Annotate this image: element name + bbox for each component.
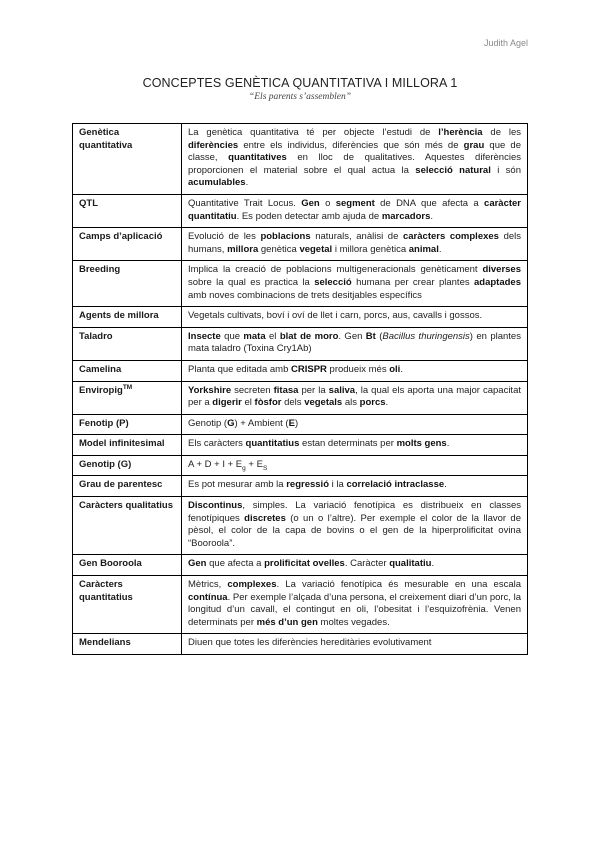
definition-text: , simples. La variació fenotípica es distribueix en classes fenotípiques <box>188 500 521 524</box>
emphasis-text: G <box>227 417 235 429</box>
emphasis-text: qualitatiu <box>389 558 432 570</box>
emphasis-text: l’herència <box>438 127 483 138</box>
definition-text: A + D + I + E <box>188 458 243 470</box>
glossary-definition <box>182 576 528 634</box>
glossary-definition <box>182 497 528 555</box>
term-label: Agents de millora <box>79 310 159 322</box>
definition-text: naturals, anàlisi de <box>310 231 403 243</box>
subscript-text: g <box>242 464 246 472</box>
emphasis-text: vegetals <box>304 397 343 409</box>
definition-text: . Caràcter <box>344 558 390 570</box>
glossary-term <box>73 576 182 634</box>
definition-text: ( <box>375 330 383 342</box>
glossary-row <box>73 381 528 414</box>
term-label: Breeding <box>79 264 121 276</box>
glossary-definition <box>182 455 528 476</box>
definition-text: sobre la qual es practica la <box>188 276 315 288</box>
definition-text: ) en plantes mata taladro (Toxina Cry1Ab) <box>188 330 521 355</box>
emphasis-text: adaptades <box>474 276 521 288</box>
emphasis-text: marcadors <box>381 210 431 222</box>
definition-text: el <box>265 330 280 342</box>
definition-text: . La variació fenotípica és mesurable en una escala <box>276 579 521 591</box>
page-subtitle: “Els parents s’assemblen” <box>248 92 352 102</box>
glossary-definition <box>182 360 528 381</box>
emphasis-text: quantitatius <box>245 438 300 450</box>
definition-text: o <box>319 197 336 209</box>
term-label: Enviropig <box>79 384 123 396</box>
glossary-row <box>73 435 528 456</box>
term-label: Grau de parentesc <box>79 479 163 491</box>
emphasis-text: contínua <box>188 591 228 603</box>
definition-text: . <box>444 479 447 491</box>
emphasis-text: animal <box>408 243 439 255</box>
definition-text: de les <box>482 127 521 138</box>
glossary-row <box>73 194 528 227</box>
glossary-row <box>73 555 528 576</box>
definition-text: Es pot mesurar amb la <box>188 479 287 491</box>
definition-text: humana per crear plantes <box>351 276 474 288</box>
definition-text: que afecta a <box>206 558 265 570</box>
glossary-term <box>73 634 182 655</box>
definition-text: en lloc de qualitatives. Aquestes diferències proporcionen el material sobre el qual actua la <box>188 152 521 176</box>
glossary-term <box>73 476 182 497</box>
glossary-row <box>73 124 528 195</box>
glossary-term <box>73 124 182 195</box>
term-label: Camps d’aplicació <box>79 231 163 243</box>
emphasis-text: porcs <box>359 397 386 409</box>
definition-text: amb noves combinacions de trets desitjables específics <box>188 289 422 301</box>
glossary-term <box>73 327 182 360</box>
glossary-definition <box>182 555 528 576</box>
glossary-term <box>73 381 182 414</box>
emphasis-text: diferències <box>188 139 239 151</box>
emphasis-text: molts gens <box>396 438 447 450</box>
definition-text: estan determinats per <box>299 438 397 450</box>
emphasis-text: Yorkshire <box>188 384 232 396</box>
definition-text: que <box>220 330 244 342</box>
term-label: Caràcters quantitatius <box>79 579 133 603</box>
glossary-definition <box>182 194 528 227</box>
definition-text: genètica <box>258 243 300 255</box>
emphasis-text: Gen <box>188 558 207 570</box>
glossary-row <box>73 261 528 307</box>
emphasis-text: quantitatives <box>228 152 287 164</box>
trademark-mark: TM <box>122 383 133 391</box>
definition-text: , la qual els aporta una major capacitat per a <box>188 384 521 409</box>
definition-text: moltes vegades. <box>317 616 390 628</box>
glossary-definition <box>182 307 528 328</box>
definition-text: ) + Ambient ( <box>234 417 289 429</box>
definition-text: i millora genètica <box>332 243 409 255</box>
definition-text: Vegetals cultivats, boví i oví de llet i carn, porcs, aus, cavalls i gossos. <box>188 310 483 322</box>
emphasis-text: fòsfor <box>254 397 282 409</box>
emphasis-text: saliva <box>328 384 356 396</box>
glossary-term <box>73 555 182 576</box>
definition-text: Quantitative Trait Locus. <box>188 197 302 209</box>
emphasis-text: CRISPR <box>291 363 327 375</box>
author-name: Judith Agel <box>483 38 528 48</box>
definition-text: als <box>342 397 360 409</box>
emphasis-text: prolificitat ovelles <box>264 558 345 570</box>
glossary-row <box>73 307 528 328</box>
definition-text: . <box>446 438 450 450</box>
glossary-term <box>73 360 182 381</box>
emphasis-text: Insecte <box>188 330 221 342</box>
definition-text: . <box>430 210 434 222</box>
emphasis-text: Gen <box>301 197 320 209</box>
glossary-term <box>73 194 182 227</box>
emphasis-text: caràcter quantitatiu <box>188 197 522 222</box>
emphasis-text: correlació intraclasse <box>346 479 445 491</box>
definition-text: . <box>400 363 403 375</box>
glossary-definition <box>182 381 528 414</box>
emphasis-text: discretes <box>244 512 286 524</box>
term-label: Caràcters qualitatius <box>79 500 173 512</box>
emphasis-text: selecció natural <box>415 164 491 176</box>
glossary-term <box>73 228 182 261</box>
definition-text: . Per exemple l’alçada d’una persona, el creixement diari d’un porc, la longitud d’un cavall, el contingut en oli, l’obesitat i l’esquizofrènia. Venen determinats per <box>188 591 521 628</box>
term-label: Genètica quantitativa <box>79 127 133 151</box>
glossary-row <box>73 455 528 476</box>
italic-text: Bacillus thuringensis <box>382 330 470 342</box>
emphasis-text: segment <box>335 197 375 209</box>
definition-text: Evolució de les <box>188 231 261 243</box>
term-label: Fenotip (P) <box>79 417 129 429</box>
definition-text: Els caràcters <box>188 438 246 450</box>
definition-text: que de classe, <box>188 139 521 164</box>
emphasis-text: grau <box>463 139 485 151</box>
emphasis-text: oli <box>389 363 401 375</box>
glossary-row <box>73 327 528 360</box>
definition-text: La genètica quantitativa té per objecte l’estudi de <box>188 127 439 138</box>
glossary-definition <box>182 327 528 360</box>
term-label: Camelina <box>79 363 122 375</box>
emphasis-text: millora <box>227 243 259 255</box>
emphasis-text: caràcters complexes <box>402 231 499 243</box>
emphasis-text: complexes <box>227 579 277 591</box>
term-label: QTL <box>79 197 98 209</box>
emphasis-text: vegetal <box>299 243 333 255</box>
emphasis-text: fitasa <box>273 384 299 396</box>
term-label: Genotip (G) <box>79 458 132 470</box>
definition-text: + E <box>245 458 263 470</box>
emphasis-text: E <box>288 417 295 429</box>
subscript-text: S <box>262 464 268 472</box>
emphasis-text: digerir <box>212 397 242 409</box>
definition-text: Diuen que totes les diferències hereditàries evolutivament <box>188 637 432 649</box>
glossary-term <box>73 435 182 456</box>
definition-text: de DNA que afecta a <box>374 197 485 209</box>
definition-text: secreten <box>231 384 274 396</box>
definition-text: el <box>241 397 255 409</box>
glossary-row <box>73 576 528 634</box>
glossary-definition <box>182 261 528 307</box>
definition-text: entre els individus, diferències que són més de <box>238 139 464 151</box>
emphasis-text: poblacions <box>260 231 311 243</box>
definition-text: produeix més <box>326 363 390 375</box>
definition-text: i la <box>329 479 347 491</box>
glossary-definition <box>182 414 528 435</box>
definition-text: . <box>431 558 435 570</box>
term-label: Model infinitesimal <box>79 438 165 450</box>
glossary-term <box>73 414 182 435</box>
glossary-term <box>73 455 182 476</box>
glossary-row <box>73 497 528 555</box>
emphasis-text: blat de moro <box>279 330 339 342</box>
glossary-term <box>73 307 182 328</box>
glossary-row <box>73 634 528 655</box>
definition-text: i són <box>490 164 521 176</box>
definition-text: . Es poden detectar amb ajuda de <box>236 210 382 222</box>
glossary-definition <box>182 476 528 497</box>
glossary-definition <box>182 124 528 195</box>
definition-text: Genotip ( <box>188 417 228 429</box>
emphasis-text: selecció <box>314 276 352 288</box>
glossary-definition <box>182 228 528 261</box>
emphasis-text: mata <box>243 330 266 342</box>
definition-text: . Gen <box>338 330 366 342</box>
glossary-row <box>73 228 528 261</box>
definition-text: dels humans, <box>188 231 522 255</box>
definition-text: Implica la creació de poblacions multigeneracionals genèticament <box>188 264 483 276</box>
glossary-row <box>73 476 528 497</box>
definition-text: (o un o l’altre). Per exemple el color de la llavor de pèsol, el color de la capa de bovins o el gen de la hiperprolificitat ovina “Booroola”. <box>188 512 521 549</box>
definition-text: ) <box>294 417 299 429</box>
definition-text: . <box>385 397 389 409</box>
page-title: CONCEPTES GENÈTICA QUANTITATIVA I MILLORA 1 <box>142 76 458 90</box>
glossary-definition <box>182 634 528 655</box>
emphasis-text: regressió <box>286 479 329 491</box>
definition-text: . <box>245 177 249 189</box>
emphasis-text: Discontinus <box>188 500 243 512</box>
glossary-definition <box>182 435 528 456</box>
emphasis-text: diverses <box>482 264 521 276</box>
glossary-term <box>73 497 182 555</box>
glossary-row <box>73 360 528 381</box>
term-label: Mendelians <box>79 637 131 649</box>
glossary-table <box>72 123 528 655</box>
glossary-term <box>73 261 182 307</box>
definition-text: dels <box>281 397 305 409</box>
definition-text: Mètrics, <box>188 579 228 591</box>
definition-text: Planta que editada amb <box>188 363 291 375</box>
emphasis-text: acumulables <box>188 177 246 189</box>
term-label: Taladro <box>79 330 113 342</box>
glossary-row <box>73 414 528 435</box>
term-label: Gen Booroola <box>79 558 142 570</box>
definition-text: per la <box>298 384 329 396</box>
emphasis-text: més d’un gen <box>256 616 318 628</box>
definition-text: . <box>438 243 442 255</box>
emphasis-text: Bt <box>365 330 376 342</box>
